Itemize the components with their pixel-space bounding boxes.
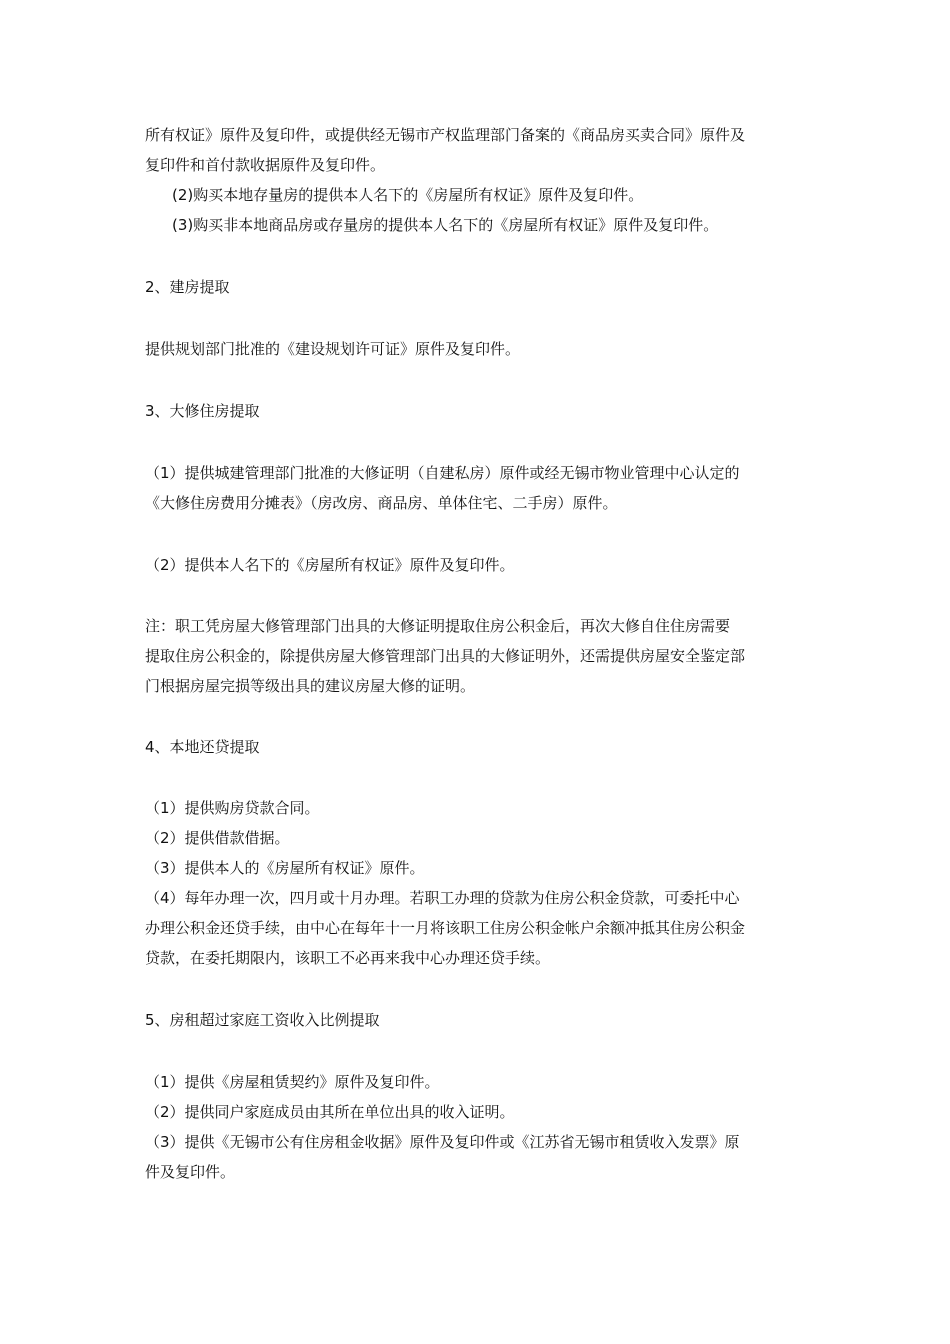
paragraph-line: (2)购买本地存量房的提供本人名下的《房屋所有权证》原件及复印件。 [172, 186, 644, 204]
note-line: 提取住房公积金的，除提供房屋大修管理部门出具的大修证明外，还需提供房屋安全鉴定部 [145, 647, 746, 665]
section-heading: 3、大修住房提取 [145, 402, 260, 420]
list-item: （1）提供《房屋租赁契约》原件及复印件。 [145, 1073, 440, 1091]
paragraph-line: 提供规划部门批准的《建设规划许可证》原件及复印件。 [145, 340, 521, 358]
list-item: （3）提供《无锡市公有住房租金收据》原件及复印件或《江苏省无锡市租赁收入发票》原 [145, 1133, 740, 1151]
paragraph-line: 复印件和首付款收据原件及复印件。 [145, 156, 386, 174]
paragraph-line: 《大修住房费用分摊表》（房改房、商品房、单体住宅、二手房）原件。 [145, 494, 618, 512]
list-item: （2）提供同户家庭成员由其所在单位出具的收入证明。 [145, 1103, 515, 1121]
section-heading: 5、房租超过家庭工资收入比例提取 [145, 1011, 380, 1029]
paragraph-line: 所有权证》原件及复印件，或提供经无锡市产权监理部门备案的《商品房买卖合同》原件及 [145, 126, 746, 144]
list-item: （4）每年办理一次，四月或十月办理。若职工办理的贷款为住房公积金贷款，可委托中心 [145, 889, 740, 907]
paragraph-line: 件及复印件。 [145, 1163, 236, 1181]
paragraph-line: （2）提供本人名下的《房屋所有权证》原件及复印件。 [145, 556, 515, 574]
paragraph-line: 贷款，在委托期限内，该职工不必再来我中心办理还贷手续。 [145, 949, 551, 967]
paragraph-line: (3)购买非本地商品房或存量房的提供本人名下的《房屋所有权证》原件及复印件。 [172, 216, 719, 234]
note-line: 注：职工凭房屋大修管理部门出具的大修证明提取住房公积金后，再次大修自住住房需要 [145, 617, 731, 635]
paragraph-line: （1）提供城建管理部门批准的大修证明（自建私房）原件或经无锡市物业管理中心认定的 [145, 464, 740, 482]
section-heading: 4、本地还贷提取 [145, 738, 260, 756]
paragraph-line: 办理公积金还贷手续，由中心在每年十一月将该职工住房公积金帐户余额冲抵其住房公积金 [145, 919, 746, 937]
list-item: （2）提供借款借据。 [145, 829, 290, 847]
section-heading: 2、建房提取 [145, 278, 230, 296]
list-item: （1）提供购房贷款合同。 [145, 799, 320, 817]
note-line: 门根据房屋完损等级出具的建议房屋大修的证明。 [145, 677, 476, 695]
list-item: （3）提供本人的《房屋所有权证》原件。 [145, 859, 425, 877]
